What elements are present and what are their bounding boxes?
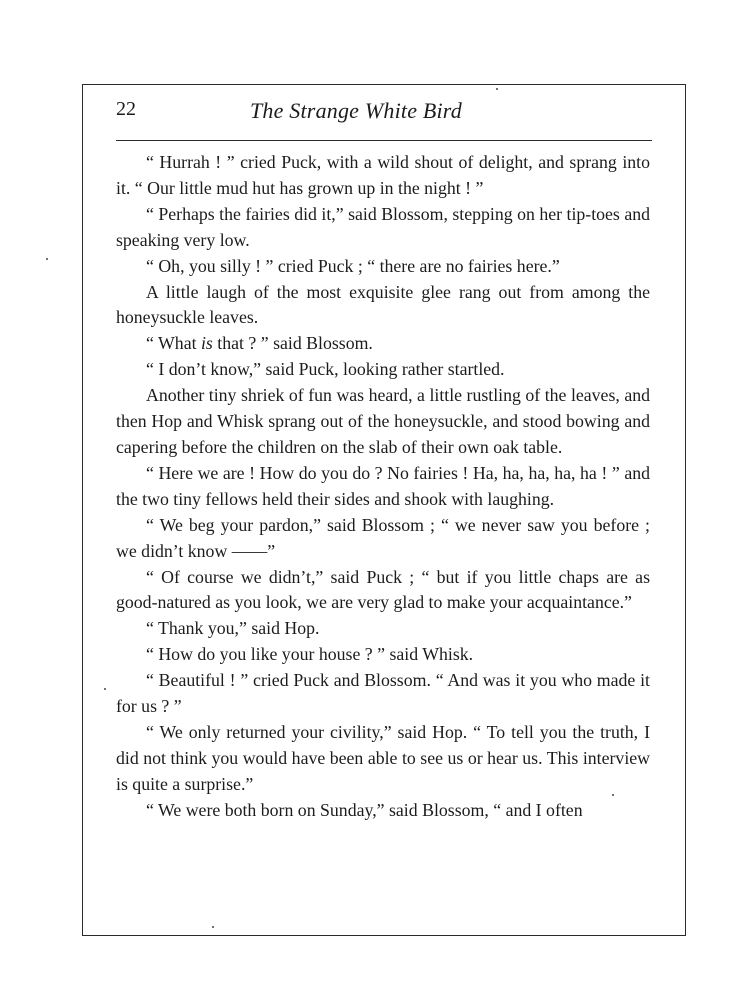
emphasis: is — [200, 333, 213, 354]
paragraph: “ Of course we didn’t,” said Puck ; “ but if you little chaps are as good-natured as you look, we are very glad to make your acquaintance.” — [116, 566, 650, 613]
paragraph: “ What is that ? ” said Blossom. — [146, 333, 373, 354]
header-rule — [116, 140, 652, 141]
page-number: 22 — [116, 98, 136, 120]
body-text — [116, 150, 650, 824]
paragraph: “ We beg your pardon,” said Blossom ; “ we never saw you before ; we didn’t know ——” — [116, 514, 650, 561]
paragraph: “ Hurrah ! ” cried Puck, with a wild shout of delight, and sprang into it. “ Our little mud hut has grown up in the night ! ” — [116, 152, 650, 198]
paragraph: Another tiny shriek of fun was heard, a little rustling of the leaves, and then Hop and Whisk sprang out of the honeysuckle, and stood bowing and capering before the children on the slab of their own oak table. — [116, 385, 650, 457]
paragraph: “ Perhaps the fairies did it,” said Blossom, stepping on her tip-toes and speaking very low. — [116, 203, 650, 250]
paragraph: “ I don’t know,” said Puck, looking rather startled. — [146, 359, 505, 380]
running-title: The Strange White Bird — [250, 98, 462, 123]
paragraph: “ We only returned your civility,” said Hop. “ To tell you the truth, I did not think you would have been able to see us or hear us. This interview is quite a surprise.” — [116, 721, 650, 794]
paragraph: “ Beautiful ! ” cried Puck and Blossom. “ And was it you who made it for us ? ” — [116, 670, 650, 717]
paragraph: “ Thank you,” said Hop. — [146, 618, 320, 639]
paragraph: “ How do you like your house ? ” said Whisk. — [146, 644, 474, 665]
paragraph: “ We were both born on Sunday,” said Blossom, “ and I often — [146, 799, 583, 820]
paragraph: A little laugh of the most exquisite glee rang out from among the honeysuckle leaves. — [116, 281, 650, 328]
paragraph: “ Here we are ! How do you do ? No fairies ! Ha, ha, ha, ha, ha ! ” and the two tiny fellows held their sides and shook with laughing. — [116, 462, 650, 509]
paragraph: “ Oh, you silly ! ” cried Puck ; “ there are no fairies here.” — [146, 255, 560, 276]
